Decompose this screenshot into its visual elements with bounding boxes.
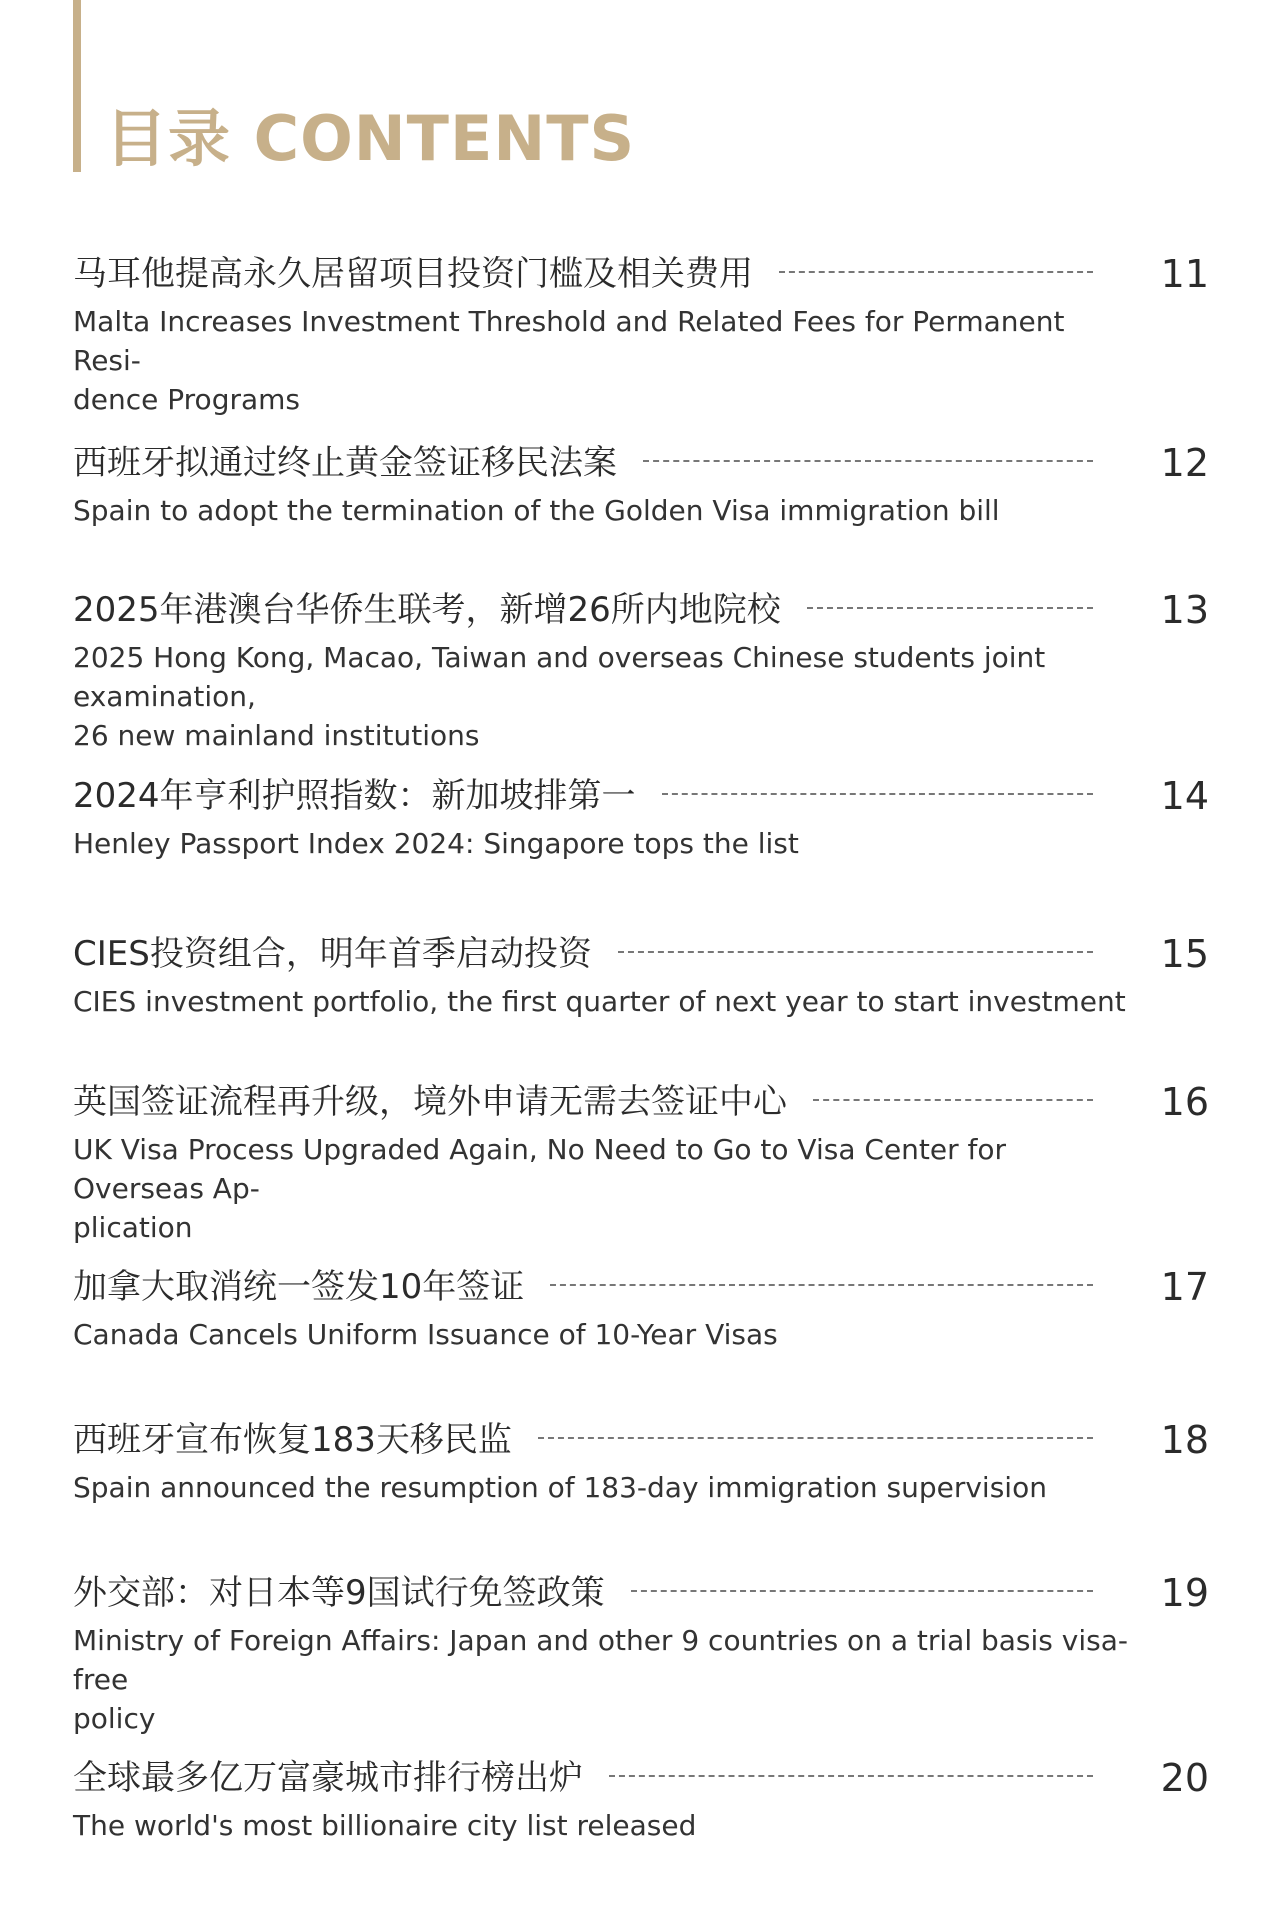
toc-entry[interactable] [73,926,1209,1021]
toc-title-english [73,1806,1133,1845]
toc-title-chinese: 全球最多亿万富豪城市排行榜出炉 [73,1758,583,1798]
toc-page-number: 16 [1160,1080,1209,1124]
toc-page-number: 18 [1160,1418,1209,1462]
toc-title-chinese: 加拿大取消统一签发10年签证 [73,1267,525,1307]
toc-title-english [73,1315,1133,1354]
toc-entry[interactable] [73,1412,1209,1507]
dotted-leader [538,1437,1093,1439]
toc-entry[interactable] [73,1074,1209,1247]
toc-title-chinese: 外交部：对日本等9国试行免签政策 [73,1573,605,1613]
toc-title-english-line: 26 new mainland institutions [73,719,480,752]
toc-page-number: 12 [1160,441,1209,485]
toc-title-english [73,1468,1133,1507]
toc-entry-heading [73,1259,1209,1315]
toc-title-chinese: 英国签证流程再升级，境外申请无需去签证中心 [73,1082,787,1122]
toc-entry-heading [73,926,1209,982]
toc-title-english [73,982,1133,1021]
toc-entry[interactable] [73,1750,1209,1845]
toc-title-english-line: dence Programs [73,383,300,416]
toc-title-english [73,1130,1133,1247]
toc-title-chinese: 西班牙拟通过终止黄金签证移民法案 [73,443,617,483]
toc-title-chinese: 2025年港澳台华侨生联考，新增26所内地院校 [73,590,781,630]
toc-entry-heading [73,1412,1209,1468]
toc-entry[interactable] [73,1259,1209,1354]
toc-page-number: 20 [1160,1756,1209,1800]
toc-title-english-line: 2025 Hong Kong, Macao, Taiwan and overseas Chinese students joint examination, [73,641,1046,713]
toc-title-chinese: CIES投资组合，明年首季启动投资 [73,934,592,974]
toc-entry-heading [73,1750,1209,1806]
toc-entry-heading [73,1074,1209,1130]
toc-title-english-line: Malta Increases Investment Threshold and Related Fees for Permanent Resi- [73,305,1065,377]
toc-page-number: 13 [1160,588,1209,632]
toc-title-english [73,824,1133,863]
toc-title-english-line: The world's most billionaire city list released [73,1809,697,1842]
dotted-leader [813,1099,1093,1101]
toc-entry[interactable] [73,435,1209,530]
toc-title-english-line: Henley Passport Index 2024: Singapore tops the list [73,827,799,860]
toc-title-english-line: policy [73,1702,156,1735]
toc-title-english-line: Spain announced the resumption of 183-day immigration supervision [73,1471,1047,1504]
toc-title-chinese: 西班牙宣布恢复183天移民监 [73,1420,512,1460]
toc-page-number: 19 [1160,1571,1209,1615]
toc-entry[interactable] [73,246,1209,419]
toc-page-number: 11 [1160,252,1209,296]
toc-title-english [73,302,1133,419]
toc-entry-heading [73,1565,1209,1621]
dotted-leader [609,1775,1093,1777]
dotted-leader [643,460,1093,462]
page-title: 目录 CONTENTS [105,102,636,175]
dotted-leader [618,951,1093,953]
toc-entry-heading [73,246,1209,302]
toc-title-chinese: 2024年亨利护照指数：新加坡排第一 [73,776,636,816]
toc-page-number: 14 [1160,774,1209,818]
toc-title-english-line: Canada Cancels Uniform Issuance of 10-Year Visas [73,1318,778,1351]
toc-entry[interactable] [73,1565,1209,1738]
dotted-leader [631,1590,1093,1592]
dotted-leader [662,793,1093,795]
toc-entry-heading [73,582,1209,638]
toc-entry-heading [73,435,1209,491]
toc-entry-heading [73,768,1209,824]
toc-entry[interactable] [73,768,1209,863]
toc-entry[interactable] [73,582,1209,755]
dotted-leader [807,607,1093,609]
toc-page-number: 15 [1160,932,1209,976]
toc-page-number: 17 [1160,1265,1209,1309]
title-accent-bar [73,0,81,172]
toc-title-english-line: Spain to adopt the termination of the Golden Visa immigration bill [73,494,1000,527]
toc-title-chinese: 马耳他提高永久居留项目投资门槛及相关费用 [73,254,753,294]
dotted-leader [779,271,1093,273]
toc-title-english-line: Ministry of Foreign Affairs: Japan and other 9 countries on a trial basis visa-free [73,1624,1128,1696]
toc-title-english [73,1621,1133,1738]
toc-title-english-line: plication [73,1211,193,1244]
toc-title-english-line: CIES investment portfolio, the first quarter of next year to start investment [73,985,1126,1018]
toc-title-english [73,638,1133,755]
toc-title-english [73,491,1133,530]
dotted-leader [550,1284,1093,1286]
toc-title-english-line: UK Visa Process Upgraded Again, No Need to Go to Visa Center for Overseas Ap- [73,1133,1007,1205]
